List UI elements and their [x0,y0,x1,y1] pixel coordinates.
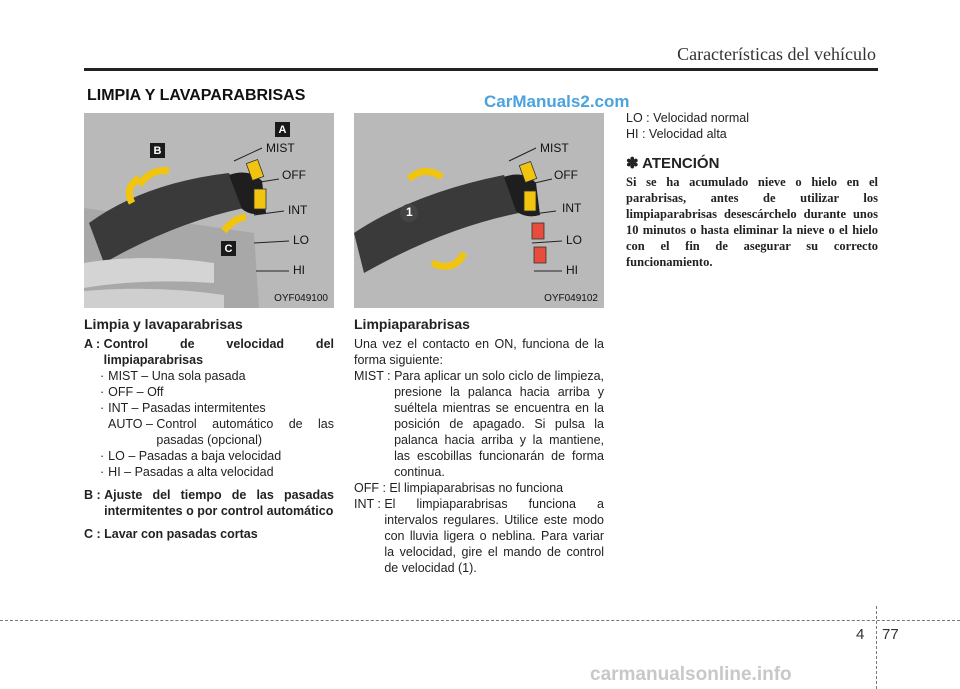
figure2-caption: OYF049102 [544,293,598,304]
item-a-key: A : [84,337,104,351]
figure-wiper-lever-2 [354,113,604,308]
figure2-label-mist: MIST [540,141,569,155]
figure-wiper-lever-1 [84,113,334,308]
header-title: Características del vehículo [677,44,876,64]
watermark-top: CarManuals2.com [484,92,630,111]
section-title: LIMPIA Y LAVAPARABRISAS [87,87,306,104]
header-rule [84,68,878,71]
item-b [84,487,334,519]
figure2-label-off: OFF [554,168,578,182]
col1-title: Limpia y lavaparabrisas [84,316,243,332]
footer-vertical-divider [876,606,877,689]
figure2-label-lo: LO [566,233,583,247]
item-int-key: INT : [354,497,385,511]
page-number: 77 [882,626,899,643]
bullet-off: · OFF – Off [100,384,334,400]
figure2-marker-1: 1 [406,205,413,219]
item-c [84,526,334,542]
figure1-label-mist: MIST [266,141,295,155]
item-auto [108,416,334,448]
column-speeds-attention [626,110,878,270]
bullet-hi: · HI – Pasadas a alta velocidad [100,464,334,480]
item-b-text: Ajuste del tiempo de las pasadas intermitentes o por control automático [104,488,334,518]
figure1-caption: OYF049100 [274,293,328,304]
figure1-label-off: OFF [282,168,306,182]
item-mist-text: Para aplicar un solo ciclo de limpieza, presione la palanca hacia arriba y suéltela mientras se encuentra en la posición de apagado. Si pulsa la palanca hacia arriba y la mantiene, las escobillas funcionarán de forma continua. [394,369,604,479]
item-mist [354,368,604,480]
item-int [354,496,604,576]
item-auto-key: AUTO – [108,417,157,431]
figure2-label-int: INT [562,201,582,215]
badge-a: A [275,122,290,137]
attention-title: ✽ ATENCIÓN [626,155,720,172]
col2-intro: Una vez el contacto en ON, funciona de la forma siguiente: [354,337,604,367]
bullet-lo: · LO – Pasadas a baja velocidad [100,448,334,464]
column-wiper-washer [84,316,334,542]
item-c-text: Lavar con pasadas cortas [104,527,258,541]
item-off: OFF : El limpiaparabrisas no funciona [354,481,564,495]
item-lo: LO : Velocidad normal [626,111,749,125]
item-int-text: El limpiaparabrisas funciona a intervalos regulares. Utilice este modo con lluvia ligera o neblina. Para variar la velocidad, gire el mando de control de velocidad (1). [384,497,604,575]
item-c-key: C : [84,527,105,541]
attention-body: Si se ha acumulado nieve o hielo en el parabrisas, antes de utilizar los limpiaparabrisas desescárchelo durante unos 10 minutos o hasta eliminar la nieve o el hielo con el fin de asegurar su correcto funcionamiento. [626,175,878,269]
item-a-text: Control de velocidad del limpiaparabrisas [103,337,334,367]
column-wiper [354,316,604,576]
item-a [84,336,334,368]
bullet-int: · INT – Pasadas intermitentes [100,400,334,416]
footer-divider [0,620,960,621]
figure2-label-hi: HI [566,263,578,277]
watermark-bottom: carmanualsonline.info [590,664,792,685]
item-auto-text: Control automático de las pasadas (opcional) [156,417,334,447]
col2-title: Limpiaparabrisas [354,316,470,332]
figure1-label-lo: LO [293,233,310,247]
item-hi: HI : Velocidad alta [626,127,727,141]
badge-b: B [150,143,165,158]
item-b-key: B : [84,488,105,502]
figure1-label-int: INT [288,203,308,217]
bullet-mist: · MIST – Una sola pasada [100,368,334,384]
page-chapter: 4 [856,626,865,643]
figure1-label-hi: HI [293,263,305,277]
item-mist-key: MIST : [354,369,395,383]
badge-c: C [221,241,236,256]
